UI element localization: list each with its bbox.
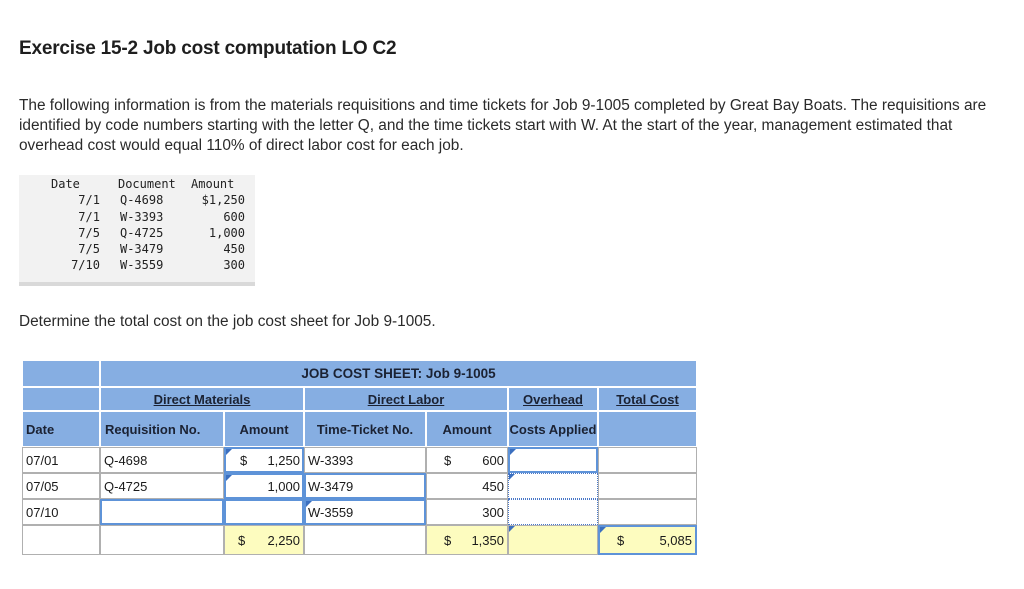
row3-dl-amount-cell — [426, 499, 508, 525]
header-date: Date — [22, 411, 100, 447]
given-amount: 450 — [223, 242, 245, 257]
row2-date: 07/05 — [22, 473, 100, 499]
total-cost-input[interactable] — [598, 525, 697, 555]
total-cost-value: 5,085 — [659, 532, 692, 548]
total-dm-currency: $ — [238, 532, 246, 548]
given-document: Q-4698 — [119, 193, 164, 208]
given-amount: 300 — [223, 258, 245, 273]
totals-requisition-blank — [100, 525, 224, 555]
row1-overhead-input[interactable] — [508, 447, 598, 473]
total-overhead-input[interactable] — [508, 525, 598, 555]
given-header-amount: Amount — [191, 177, 235, 191]
total-dl-currency: $ — [444, 532, 452, 548]
given-document: W-3479 — [119, 242, 164, 257]
given-amount: 1,000 — [208, 225, 245, 240]
header-costs-applied: Costs Applied — [508, 411, 598, 447]
total-dl-value: 1,350 — [471, 532, 504, 548]
header-total-cost: Total Cost — [598, 387, 697, 411]
row1-dl-amount: 600 — [482, 452, 504, 468]
header-time-ticket-no: Time-Ticket No. — [304, 411, 426, 447]
row3-total-cost — [598, 499, 697, 525]
total-cost-currency: $ — [617, 532, 625, 548]
row2-total-cost — [598, 473, 697, 499]
header-blank-date-top — [22, 360, 100, 387]
given-row — [39, 257, 255, 273]
row3-overhead-input[interactable] — [508, 499, 598, 525]
row1-requisition-no: Q-4698 — [100, 447, 224, 473]
header-requisition-no: Requisition No. — [100, 411, 224, 447]
given-document: W-3393 — [119, 209, 164, 224]
given-amount: 600 — [223, 209, 245, 224]
row2-requisition-no: Q-4725 — [100, 473, 224, 499]
given-row — [39, 225, 255, 241]
given-header-date: Date — [51, 177, 80, 191]
given-date: 7/5 — [78, 242, 100, 257]
sheet-title: JOB COST SHEET: Job 9-1005 — [100, 360, 697, 387]
row2-dl-amount: 450 — [482, 478, 504, 494]
job-cost-sheet — [22, 360, 698, 555]
given-data-table — [19, 175, 255, 286]
header-dl-amount: Amount — [426, 411, 508, 447]
row1-dl-currency: $ — [444, 452, 452, 468]
header-blank-total — [598, 411, 697, 447]
row2-time-ticket-input[interactable]: W-3479 — [304, 473, 426, 499]
row3-dm-amount-input[interactable] — [224, 499, 304, 525]
row1-dm-amount-input[interactable] — [224, 447, 304, 473]
given-date: 7/10 — [71, 258, 100, 273]
total-dm-value: 2,250 — [267, 532, 300, 548]
row2-dm-amount-input[interactable] — [224, 473, 304, 499]
header-dm-amount: Amount — [224, 411, 304, 447]
given-date: 7/5 — [78, 225, 100, 240]
header-blank-date-mid — [22, 387, 100, 411]
row1-dm-amount: 1,250 — [267, 452, 300, 468]
given-date: 7/1 — [78, 193, 100, 208]
exercise-prompt: Determine the total cost on the job cost sheet for Job 9-1005. — [19, 313, 436, 330]
header-direct-labor: Direct Labor — [304, 387, 508, 411]
totals-date-blank — [22, 525, 100, 555]
row3-requisition-input[interactable] — [100, 499, 224, 525]
header-direct-materials: Direct Materials — [100, 387, 304, 411]
row2-dm-amount: 1,000 — [267, 478, 300, 494]
row3-time-ticket-input[interactable]: W-3559 — [304, 499, 426, 525]
exercise-intro: The following information is from the materials requisitions and time tickets for Job 9-1005 completed by Great Bay Boats. The requisitions are identified by code numbers starting with the letter Q, and the time tickets start with W. At the start of the year, management estimated that overhead cost would equal 110% of direct labor cost for each job. — [19, 97, 987, 154]
row1-total-cost — [598, 447, 697, 473]
header-overhead: Overhead — [508, 387, 598, 411]
row3-date: 07/10 — [22, 499, 100, 525]
given-row — [39, 241, 255, 257]
row2-dl-amount-cell — [426, 473, 508, 499]
given-table-bottom-border — [19, 282, 255, 286]
given-row — [39, 209, 255, 225]
exercise-title: Exercise 15-2 Job cost computation LO C2 — [19, 38, 397, 59]
row1-time-ticket-no: W-3393 — [304, 447, 426, 473]
total-direct-materials — [224, 525, 304, 555]
given-document: W-3559 — [119, 258, 164, 273]
row1-dl-amount-cell — [426, 447, 508, 473]
given-amount: $1,250 — [201, 193, 245, 208]
total-direct-labor — [426, 525, 508, 555]
given-header-document: Document — [117, 177, 176, 191]
given-document: Q-4725 — [119, 225, 164, 240]
row1-dm-currency: $ — [240, 452, 248, 468]
totals-time-ticket-blank — [304, 525, 426, 555]
row3-dl-amount: 300 — [482, 504, 504, 520]
row1-date: 07/01 — [22, 447, 100, 473]
row2-overhead-input[interactable] — [508, 473, 598, 499]
given-date: 7/1 — [78, 209, 100, 224]
given-row — [39, 192, 255, 208]
